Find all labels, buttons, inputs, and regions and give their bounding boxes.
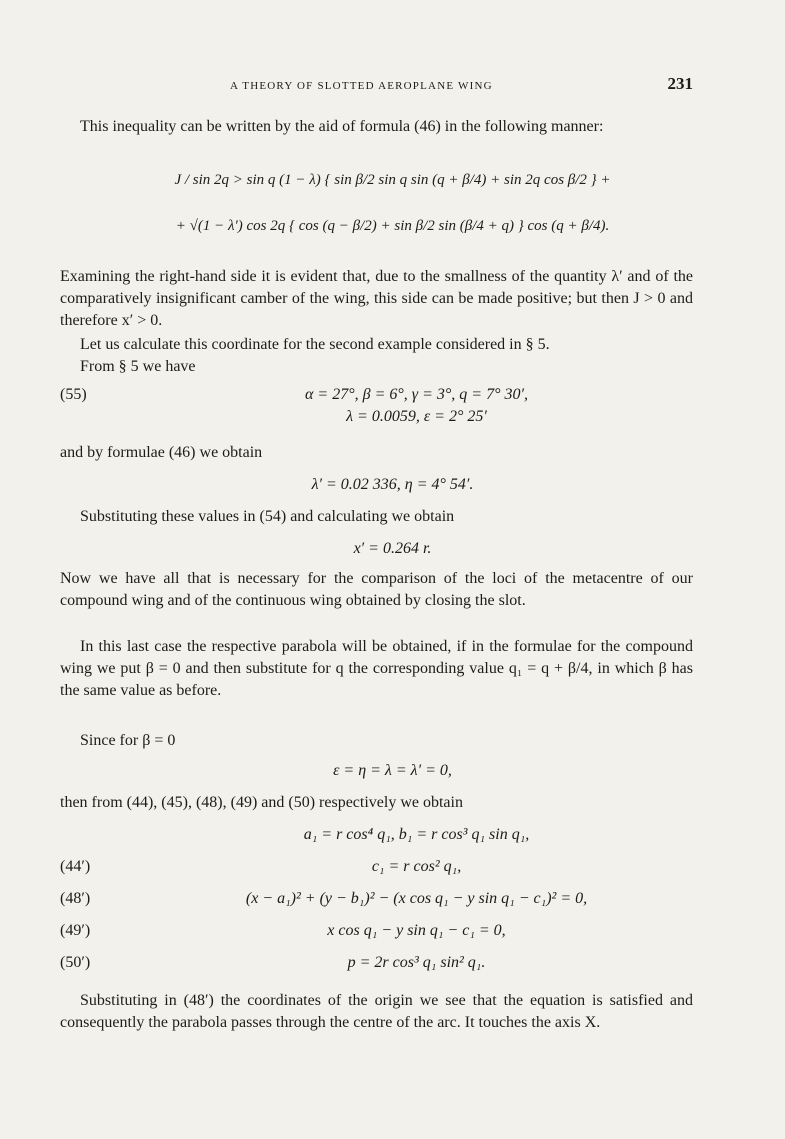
equation-48: (x − a₁)² + (y − b₁)² − (x cos q₁ − y sin q₁ − c₁)² = 0, (245, 890, 588, 907)
equation-label-50: (50′) (60, 954, 91, 971)
equation-50: p = 2r cos³ q₁ sin² q₁. (347, 954, 486, 971)
paragraph-last-case: In this last case the respective parabola will be obtained, if in the formulae for the compound wing we put β = 0 and then substitute for q the corresponding value q₁ = q + β/4, in which β has the same value as before. (60, 638, 693, 699)
paragraph-calculate: Let us calculate this coordinate for the second example considered in § 5. (80, 336, 550, 353)
equation-55-row-1 (60, 386, 693, 408)
paragraph-since: Since for β = 0 (80, 732, 176, 749)
equation-zero: ε = η = λ = λ′ = 0, (333, 762, 452, 779)
equation-44-line-1: a₁ = r cos⁴ q₁, b₁ = r cos³ q₁ sin q₁, (303, 826, 530, 843)
paragraph-formulae: and by formulae (46) we obtain (60, 444, 263, 461)
equation-x-prime: x′ = 0.264 r. (353, 540, 432, 557)
equation-55-line-1: α = 27°, β = 6°, γ = 3°, q = 7° 30′, (305, 386, 528, 403)
equation-44-row-1 (60, 826, 693, 848)
equation-44-line-2: c₁ = r cos² q₁, (371, 858, 462, 875)
equation-55-line-2: λ = 0.0059, ε = 2° 25′ (346, 408, 487, 425)
paragraph-from-section: From § 5 we have (80, 358, 196, 375)
paragraph-comparison: Now we have all that is necessary for the comparison of the loci of the metacentre of our compound wing and of the continuous wing obtained by closing the slot. (60, 570, 693, 609)
paragraph-then-from: then from (44), (45), (48), (49) and (50) respectively we obtain (60, 794, 463, 811)
inequality-line-2: + √(1 − λ′) cos 2q { cos (q − β/2) + sin β/2 sin (β/4 + q) } cos (q + β/4). (175, 218, 610, 234)
equation-lambda-prime: λ′ = 0.02 336, η = 4° 54′. (311, 476, 474, 493)
paragraph-examining: Examining the right-hand side it is evident that, due to the smallness of the quantity λ′ and of the comparatively insignificant camber of the wing, this side can be made positive; but then J > 0 and therefore x′ > 0. (60, 268, 693, 329)
equation-label-49: (49′) (60, 922, 91, 939)
inequality-line-1: J / sin 2q > sin q (1 − λ) { sin β/2 sin q sin (q + β/4) + sin 2q cos β/2 } + (174, 172, 611, 188)
equation-label-48: (48′) (60, 890, 91, 907)
equation-55-row-2 (60, 408, 693, 430)
page-header (60, 74, 693, 98)
equation-label-55: (55) (60, 386, 87, 403)
equation-44-row-2 (60, 858, 693, 880)
equation-49: x cos q₁ − y sin q₁ − c₁ = 0, (327, 922, 506, 939)
running-title: A THEORY OF SLOTTED AEROPLANE WING (230, 80, 493, 92)
equation-label-44: (44′) (60, 858, 91, 875)
paragraph-conclusion: Substituting in (48′) the coordinates of the origin we see that the equation is satisfied and consequently the parabola passes through the centre of the arc. It touches the axis X. (60, 992, 693, 1031)
equation-49-row (60, 922, 693, 944)
paragraph-intro: This inequality can be written by the aid of formula (46) in the following manner: (80, 118, 604, 135)
equation-50-row (60, 954, 693, 976)
page-number: 231 (667, 74, 693, 93)
paragraph-substituting: Substituting these values in (54) and calculating we obtain (80, 508, 455, 525)
equation-48-row (60, 890, 693, 912)
